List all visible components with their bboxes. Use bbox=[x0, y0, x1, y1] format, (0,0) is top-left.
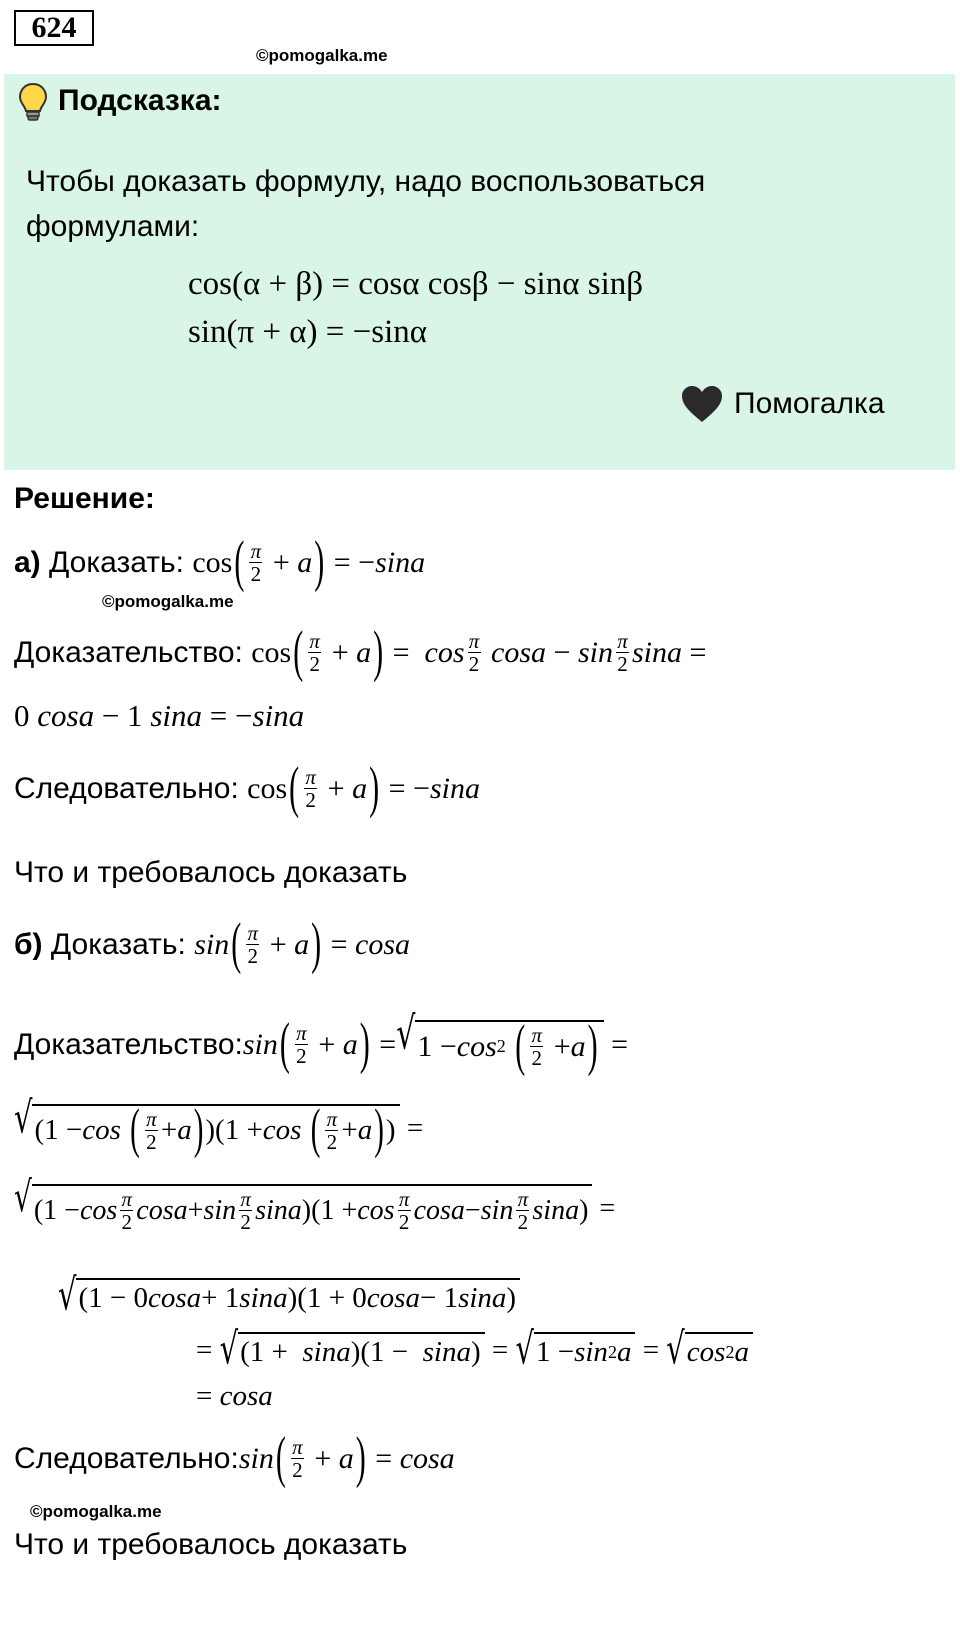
solution-heading: Решение: bbox=[14, 482, 155, 515]
part-b-proof-line4: √ (1 − 0 cosa + 1 sina )(1 + 0 cosa − 1 sina ) bbox=[58, 1278, 520, 1315]
part-a-therefore: Следовательно: cos ( $\frac{\pi}{2}$ + a ) = −sina bbox=[14, 756, 480, 819]
proof-label: Доказательство: bbox=[14, 635, 243, 669]
part-b-proof-line6: = cosa bbox=[196, 1380, 273, 1412]
part-b-statement: б) Доказать: sin ( $\frac{\pi}{2}$ + a ) = cosa bbox=[14, 912, 411, 975]
hint-text-2: формулами: bbox=[26, 210, 200, 243]
hint-formula-1: cos(α + β) = cosα cosβ − sinα sinβ bbox=[188, 266, 644, 302]
part-a-proof-line1: Доказательство: cos ( $\frac{\pi}{2}$ + a ) = cos $\frac{\pi}{2}$ cosa − sin $\frac{\pi}{2}$ sina = bbox=[14, 620, 707, 683]
problem-number: 624 bbox=[14, 10, 94, 46]
part-b-therefore: Следовательно: sin ( $\frac{\pi}{2}$ + a ) = cosa bbox=[14, 1426, 455, 1489]
therefore-label-b: Следовательно: bbox=[14, 1441, 239, 1475]
part-b-label: б) bbox=[14, 927, 43, 961]
part-a-statement: а) Доказать: cos ( $\frac{\pi}{2}$ + a ) = −sina bbox=[14, 530, 426, 593]
hint-title: Подсказка: bbox=[58, 84, 222, 117]
watermark: ©pomogalka.me bbox=[256, 46, 388, 65]
hint-formula-2: sin(π + α) = −sinα bbox=[188, 314, 428, 350]
part-b-proof-line1: Доказательство: sin ( $\frac{\pi}{2}$ + a ) = √ 1 − cos 2 ( $\frac{\pi}{2}$ + a ) = bbox=[14, 1007, 629, 1077]
hint-text-1: Чтобы доказать формулу, надо воспользоваться bbox=[26, 165, 706, 198]
prove-label-b: Доказать: bbox=[50, 927, 186, 961]
heart-icon bbox=[680, 384, 724, 429]
part-b-proof-line5: = √ (1 + sina )(1 − sina ) = √ 1 − sin 2 a = √ cos 2 a bbox=[196, 1332, 753, 1369]
qed-b: Что и требовалось доказать bbox=[14, 1528, 408, 1561]
brand-label: Помогалка bbox=[734, 387, 885, 420]
therefore-label: Следовательно: bbox=[14, 771, 239, 805]
prove-label: Доказать: bbox=[49, 545, 184, 579]
part-a-label: а) bbox=[14, 545, 41, 579]
watermark-3: ©pomogalka.me bbox=[30, 1502, 162, 1521]
part-a-proof-line2: 0 cosa − 1 sina = −sina bbox=[14, 698, 305, 733]
lightbulb-icon bbox=[18, 82, 48, 127]
proof-label-b: Доказательство: bbox=[14, 1027, 243, 1061]
part-b-proof-line3: √ (1 − cos $\frac{\pi}{2}$ cosa + sin $\frac{\pi}{2}$ sina )(1 + cos $\frac{\pi}{2}$ cosa − sin $\frac{\pi}{2}$ sina ) = bbox=[14, 1171, 616, 1234]
part-b-proof-line2: √ (1 − cos ( $\frac{\pi}{2}$ + a ) )(1 + cos ( $\frac{\pi}{2}$ + a ) ) = bbox=[14, 1091, 424, 1160]
watermark-2: ©pomogalka.me bbox=[102, 592, 234, 611]
qed-a: Что и требовалось доказать bbox=[14, 856, 408, 889]
